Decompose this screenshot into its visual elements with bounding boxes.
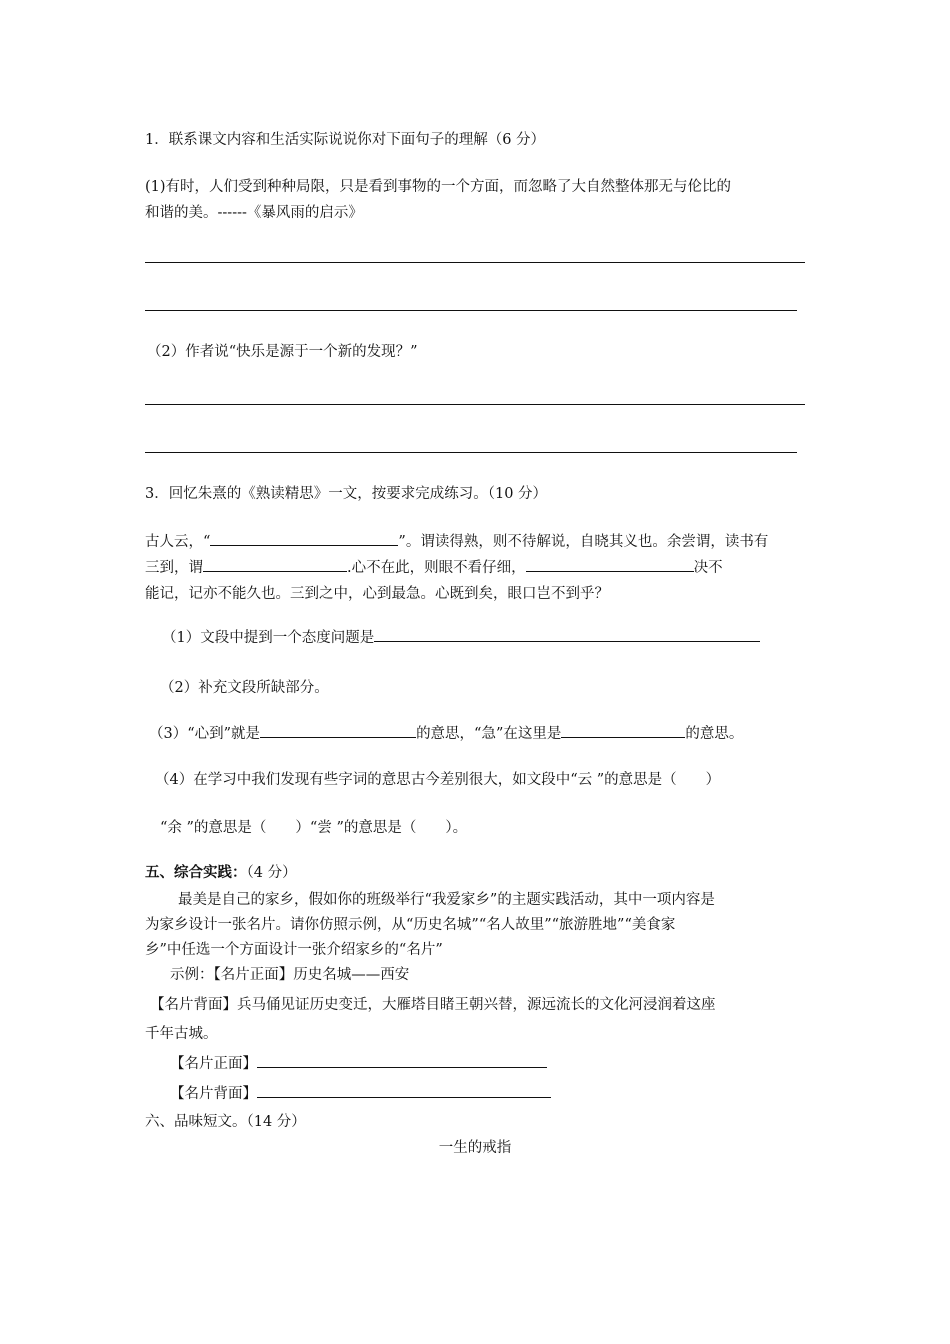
fill-blank[interactable] — [526, 557, 694, 572]
answer-line[interactable] — [145, 310, 797, 311]
card-back-label: 【名片背面】 — [170, 1086, 257, 1102]
card-back-input[interactable] — [257, 1083, 551, 1098]
fill-blank[interactable] — [260, 723, 416, 738]
text: 的意思。 — [685, 726, 744, 742]
q5-front-answer — [170, 1052, 547, 1073]
answer-line[interactable] — [145, 404, 805, 405]
q3-passage-line1 — [145, 530, 768, 551]
q1-sentence-line2: 和谐的美。------《暴风雨的启示》 — [145, 205, 363, 221]
q3-sub2: （2）补充文段所缺部分。 — [160, 680, 329, 696]
q5-back-answer — [170, 1082, 551, 1103]
answer-line[interactable] — [145, 262, 805, 263]
q1-sentence-line1: (1)有时，人们受到种种局限，只是看到事物的一个方面，而忽略了大自然整体那无与伦比的 — [145, 179, 732, 195]
card-front-input[interactable] — [257, 1053, 547, 1068]
q3-sub4: （4）在学习中我们发现有些字词的意思古今差别很大，如文段中“云 ”的意思是（ ） — [155, 772, 721, 788]
q1-part2: （2）作者说“快乐是源于一个新的发现？” — [147, 344, 418, 360]
card-front-label: 【名片正面】 — [170, 1056, 257, 1072]
q5-paragraph-line3: 乡”中任选一个方面设计一张介绍家乡的“名片” — [145, 942, 443, 958]
q3-sub1 — [162, 626, 760, 647]
section-title: 五、综合实践： — [145, 864, 247, 881]
text: 古人云，“ — [145, 534, 211, 550]
q5-example-back-line2: 千年古城。 — [145, 1026, 218, 1042]
section-score: （4 分） — [246, 865, 297, 881]
text: 决不 — [693, 560, 723, 576]
fill-blank[interactable] — [374, 627, 760, 642]
q3-heading: 3．回忆朱熹的《熟读精思》一文，按要求完成练习。（10 分） — [145, 486, 548, 502]
q3-sub5: “余 ”的意思是（ ）“尝 ”的意思是（ ）。 — [160, 820, 468, 836]
text: 的意思，“急”在这里是 — [416, 726, 562, 742]
text: （3）“心到”就是 — [149, 726, 261, 742]
q3-passage-line3: 能记，记亦不能久也。三到之中，心到最急。心既到矣，眼口岂不到乎？ — [145, 586, 609, 602]
q5-heading — [145, 861, 297, 882]
q5-example-back-line1: 【名片背面】兵马俑见证历史变迁，大雁塔目睹王朝兴替，源远流长的文化河浸润着这座 — [150, 997, 716, 1013]
q5-example: 示例：【名片正面】历史名城——西安 — [170, 967, 410, 983]
text: ”。谓读得熟，则不待解说，自晓其义也。余尝谓，读书有 — [398, 534, 769, 550]
text: （1）文段中提到一个态度问题是 — [162, 630, 375, 646]
text: 三到，谓 — [145, 560, 203, 576]
text: .心不在此，则眼不看仔细， — [347, 560, 526, 576]
q3-passage-line2 — [145, 556, 723, 577]
fill-blank[interactable] — [203, 557, 347, 572]
q6-heading: 六、品味短文。（14 分） — [145, 1114, 306, 1130]
q5-paragraph-line2: 为家乡设计一张名片。请你仿照示例，从“历史名城”“名人故里”“旅游胜地”“美食家 — [145, 917, 676, 933]
q5-paragraph-line1: 最美是自己的家乡，假如你的班级举行“我爱家乡”的主题实践活动，其中一项内容是 — [178, 892, 715, 908]
q3-sub3 — [149, 722, 743, 743]
fill-blank[interactable] — [561, 723, 685, 738]
q1-heading: 1．联系课文内容和生活实际说说你对下面句子的理解（6 分） — [145, 132, 546, 148]
article-title: 一生的戒指 — [438, 1140, 512, 1156]
fill-blank[interactable] — [210, 531, 398, 546]
answer-line[interactable] — [145, 452, 797, 453]
